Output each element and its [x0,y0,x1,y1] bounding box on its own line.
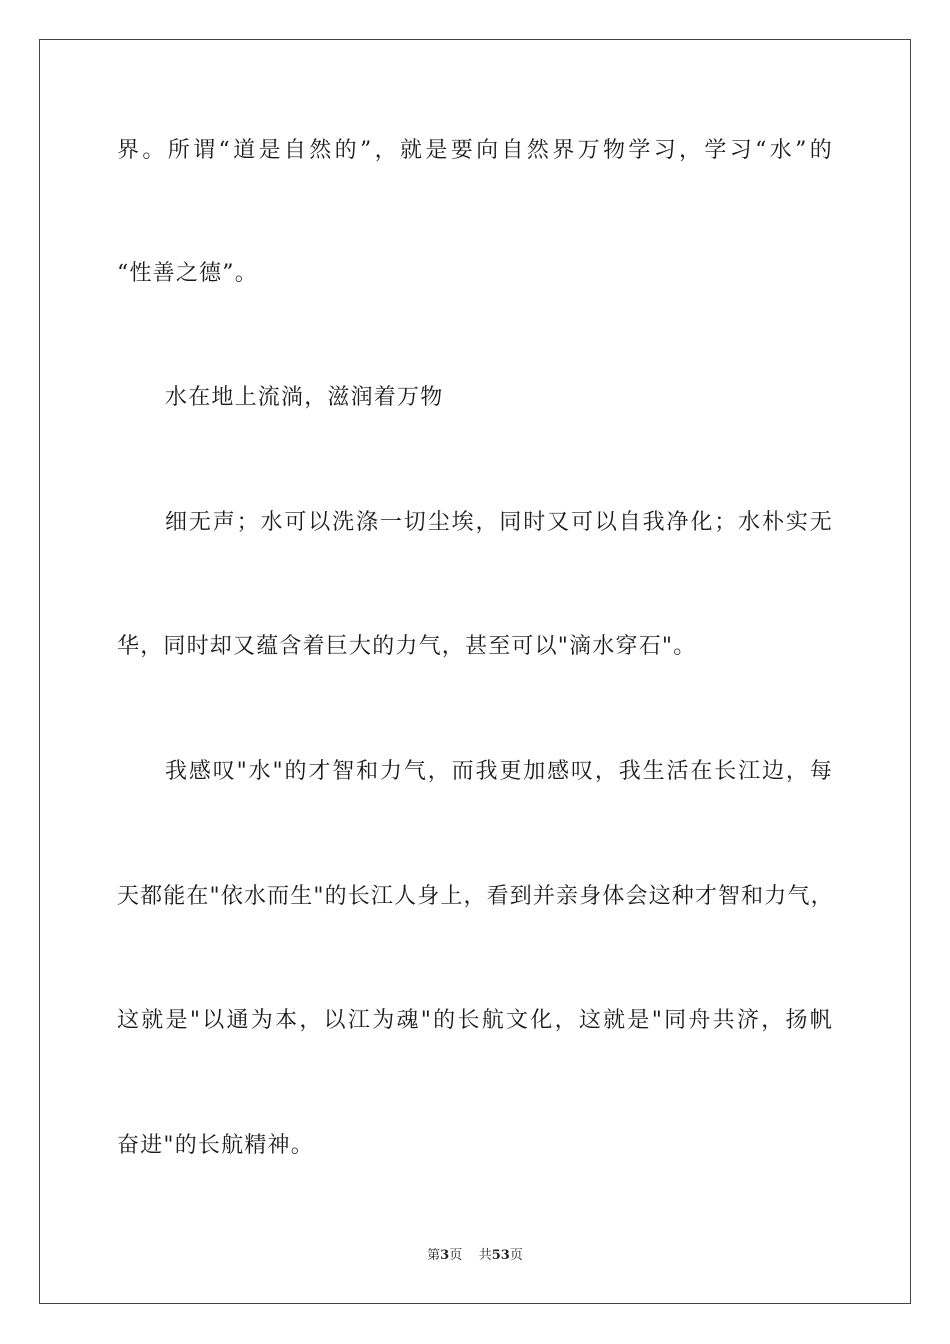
text-line-4: 细无声；水可以洗涤一切尘埃，同时又可以自我净化；水朴实无 [165,510,833,535]
page-border [39,39,911,1304]
text-line-2: “性善之德”。 [117,261,258,286]
text-line-9: 奋进"的长航精神。 [117,1133,314,1158]
total-prefix: 共 [478,1248,492,1263]
text-line-3: 水在地上流淌，滋润着万物 [165,385,444,410]
page-footer [0,1247,950,1265]
text-line-1: 界。所谓“道是自然的”，就是要向自然界万物学习，学习“水”的 [117,138,833,163]
total-suffix: 页 [509,1248,523,1263]
text-line-8: 这就是"以通为本，以江为魂"的长航文化，这就是"同舟共济，扬帆 [117,1008,833,1033]
text-line-5: 华，同时却又蕴含着巨大的力气，甚至可以"滴水穿石"。 [117,634,697,659]
text-line-6: 我感叹"水"的才智和力气，而我更加感叹，我生活在长江边，每 [165,759,833,784]
text-line-7: 天都能在"依水而生"的长江人身上，看到并亲身体会这种才智和力气， [117,884,833,909]
total-pages: 53 [491,1248,510,1263]
page-number: 3 [440,1248,450,1263]
page-suffix: 页 [449,1248,463,1263]
page-prefix: 第 [427,1248,441,1263]
